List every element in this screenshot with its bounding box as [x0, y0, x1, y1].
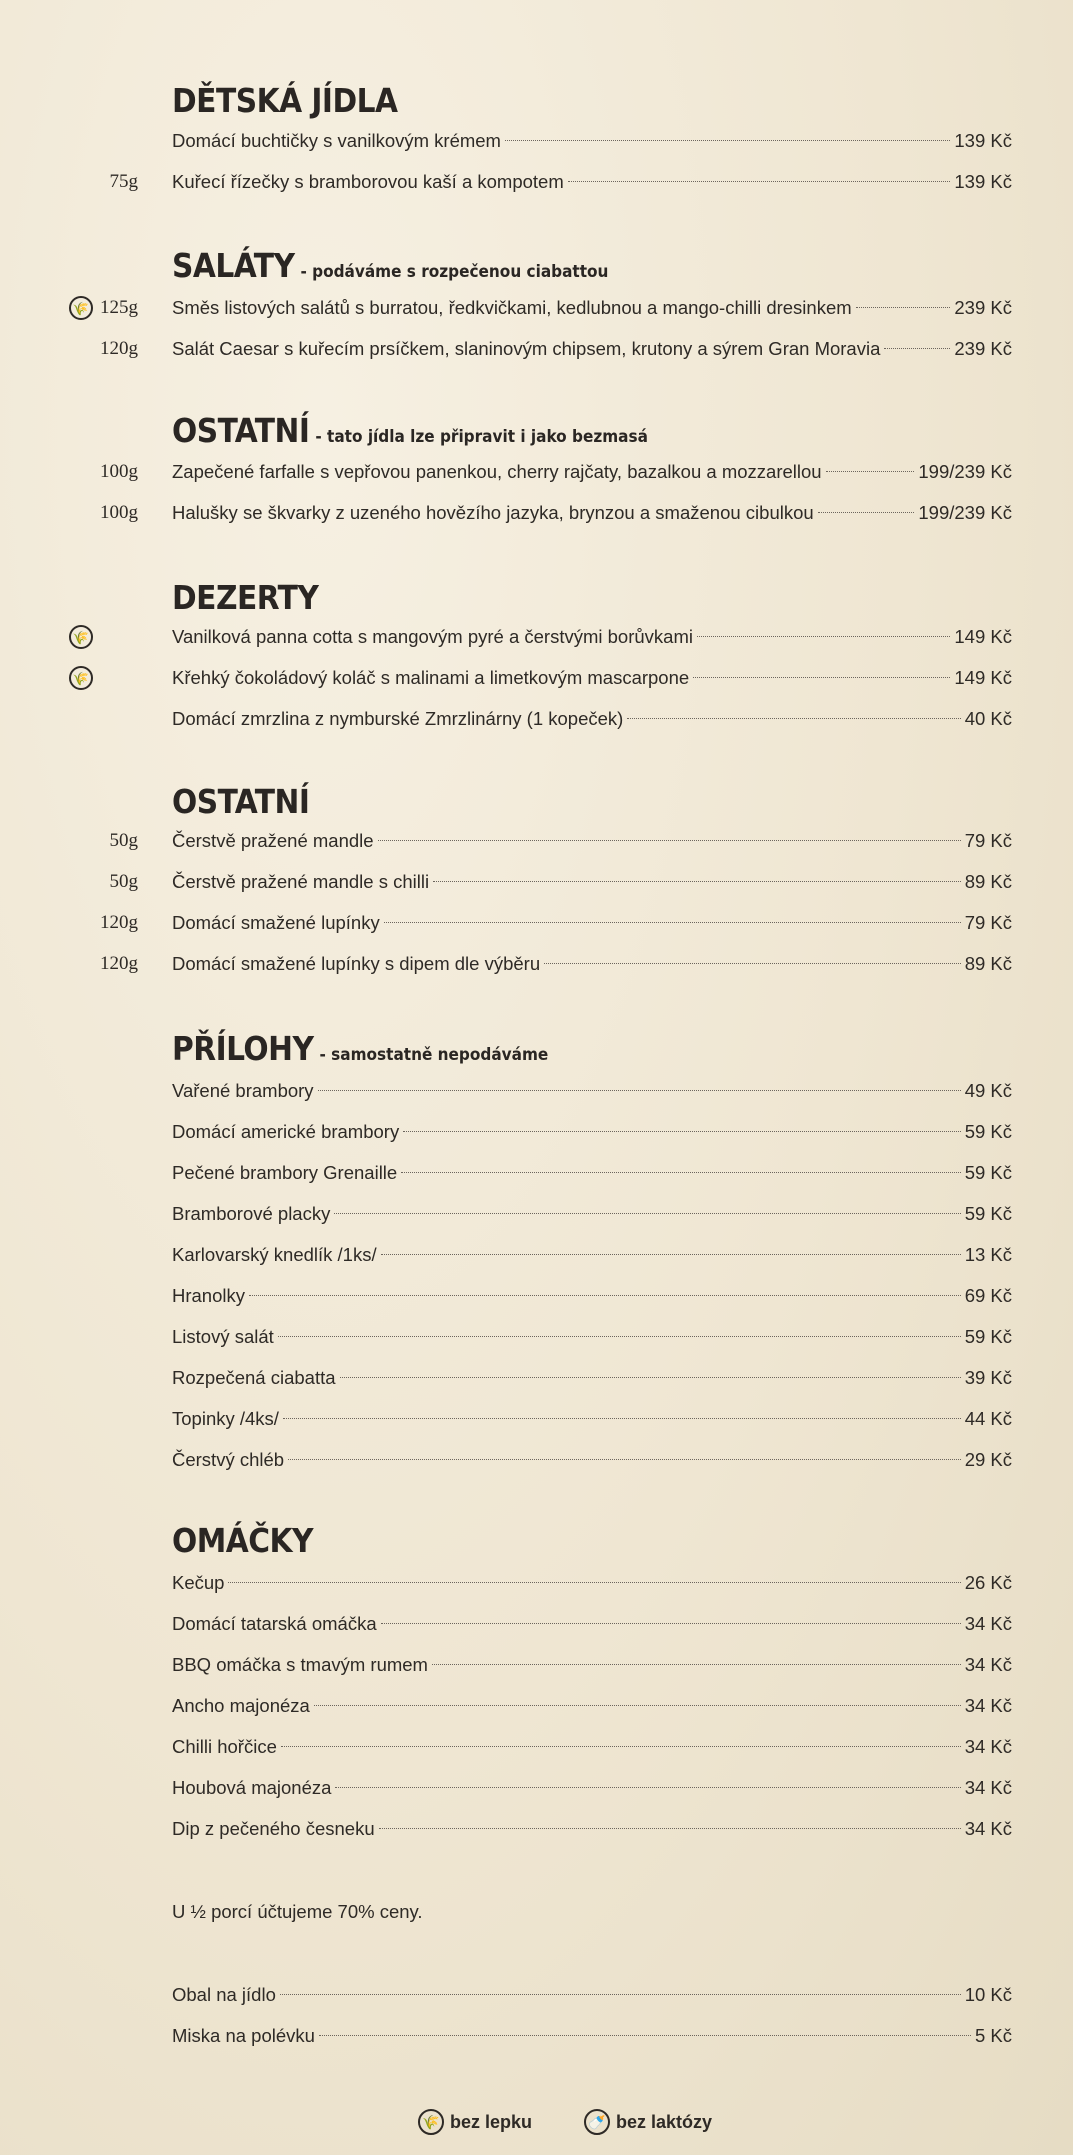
menu-item	[0, 1773, 1073, 1803]
dot-leader	[856, 307, 951, 308]
half-portion-note: U ½ porcí účtujeme 70% ceny.	[172, 1901, 423, 1922]
item-price: 10 Kč	[964, 1984, 1012, 2005]
menu-item	[0, 126, 1073, 156]
legend-label: bez lepku	[450, 2111, 533, 2132]
menu-item	[0, 1363, 1073, 1393]
item-name: Domácí smažené lupínky s dipem dle výběru	[172, 953, 541, 974]
item-name: Obal na jídlo	[172, 1984, 276, 2005]
item-name: Kečup	[172, 1572, 225, 1593]
item-price: 26 Kč	[964, 1572, 1012, 1593]
menu-item	[0, 457, 1073, 487]
item-name: Bramborové placky	[172, 1203, 331, 1224]
menu-item	[0, 908, 1073, 938]
dot-leader	[335, 1787, 960, 1788]
item-price: 34 Kč	[964, 1736, 1012, 1757]
legend-label: bez laktózy	[616, 2111, 713, 2132]
legend-item	[418, 2109, 532, 2135]
dot-leader	[432, 1664, 961, 1665]
item-weight: 50g	[109, 871, 138, 892]
dot-leader	[433, 881, 961, 882]
item-name: Zapečené farfalle s vepřovou panenkou, cherry rajčaty, bazalkou a mozzarellou	[172, 461, 822, 482]
dot-leader	[403, 1131, 960, 1132]
dot-leader	[401, 1172, 960, 1173]
item-price: 5 Kč	[974, 2025, 1012, 2046]
item-price: 59 Kč	[964, 1162, 1012, 1183]
menu-item	[0, 1650, 1073, 1680]
menu-item	[0, 167, 1073, 197]
gluten-free-icon: 🌾	[69, 666, 93, 690]
gluten-free-icon: 🌾	[69, 625, 93, 649]
item-weight: 75g	[109, 171, 138, 192]
item-price: 149 Kč	[954, 626, 1012, 647]
item-price: 89 Kč	[964, 871, 1012, 892]
dot-leader	[818, 512, 915, 513]
item-weight: 120g	[100, 953, 138, 974]
item-price: 79 Kč	[964, 830, 1012, 851]
item-price: 149 Kč	[954, 667, 1012, 688]
dot-leader	[280, 1994, 961, 1995]
item-name: Domácí buchtičky s vanilkovým krémem	[172, 130, 501, 151]
dot-leader	[288, 1459, 961, 1460]
item-price: 59 Kč	[964, 1121, 1012, 1142]
dot-leader	[283, 1418, 961, 1419]
section-title: SALÁTY - podáváme s rozpečenou ciabattou	[172, 246, 609, 285]
item-name: Čerstvý chléb	[172, 1449, 285, 1470]
menu-item	[0, 1691, 1073, 1721]
item-price: 40 Kč	[964, 708, 1012, 729]
item-weight: 120g	[100, 912, 138, 933]
item-weight: 120g	[100, 338, 138, 359]
item-weight: 100g	[100, 502, 138, 523]
item-price: 79 Kč	[964, 912, 1012, 933]
item-name: Ancho majonéza	[172, 1695, 310, 1716]
item-name: Hranolky	[172, 1285, 245, 1306]
item-name: Karlovarský knedlík /1ks/	[172, 1244, 377, 1265]
item-price: 34 Kč	[964, 1777, 1012, 1798]
packaging-item	[0, 1980, 1073, 2010]
menu-item	[0, 1404, 1073, 1434]
menu-item	[0, 1322, 1073, 1352]
dot-leader	[340, 1377, 961, 1378]
dot-leader	[627, 718, 960, 719]
menu-item	[0, 949, 1073, 979]
item-name: Čerstvě pražené mandle	[172, 830, 374, 851]
menu-item	[0, 1445, 1073, 1475]
menu-item	[0, 622, 1073, 652]
dot-leader	[384, 922, 961, 923]
item-price: 29 Kč	[964, 1449, 1012, 1470]
dot-leader	[319, 2035, 971, 2036]
dot-leader	[334, 1213, 960, 1214]
dot-leader	[544, 963, 961, 964]
item-name: Halušky se škvarky z uzeného hovězího jazyka, brynzou a smaženou cibulkou	[172, 502, 814, 523]
item-price: 239 Kč	[954, 338, 1012, 359]
item-name: Miska na polévku	[172, 2025, 315, 2046]
item-name: BBQ omáčka s tmavým rumem	[172, 1654, 428, 1675]
dot-leader	[693, 677, 950, 678]
dot-leader	[884, 348, 950, 349]
menu-item	[0, 1281, 1073, 1311]
item-weight: 100g	[100, 461, 138, 482]
item-price: 34 Kč	[964, 1654, 1012, 1675]
menu-item	[0, 663, 1073, 693]
item-price: 139 Kč	[954, 171, 1012, 192]
item-name: Směs listových salátů s burratou, ředkvičkami, kedlubnou a mango-chilli dresinkem	[172, 297, 852, 318]
item-price: 139 Kč	[954, 130, 1012, 151]
menu-item	[0, 1609, 1073, 1639]
section-title: OSTATNÍ - tato jídla lze připravit i jako bezmasá	[172, 411, 648, 450]
section-title: OSTATNÍ	[172, 782, 310, 821]
item-weight: 50g	[109, 830, 138, 851]
item-name: Kuřecí řízečky s bramborovou kaší a kompotem	[172, 171, 564, 192]
item-name: Houbová majonéza	[172, 1777, 332, 1798]
item-name: Salát Caesar s kuřecím prsíčkem, slaninovým chipsem, krutony a sýrem Gran Moravia	[172, 338, 881, 359]
dot-leader	[249, 1295, 961, 1296]
item-name: Topinky /4ks/	[172, 1408, 279, 1429]
dot-leader	[381, 1254, 961, 1255]
item-price: 13 Kč	[964, 1244, 1012, 1265]
menu-item	[0, 1158, 1073, 1188]
legend-item	[584, 2109, 712, 2135]
item-name: Vanilková panna cotta s mangovým pyré a čerstvými borůvkami	[172, 626, 693, 647]
dot-leader	[228, 1582, 960, 1583]
packaging-item	[0, 2021, 1073, 2051]
item-name: Listový salát	[172, 1326, 274, 1347]
item-price: 34 Kč	[964, 1695, 1012, 1716]
dot-leader	[697, 636, 950, 637]
section-title: DĚTSKÁ JÍDLA	[172, 81, 398, 120]
menu-item	[0, 1814, 1073, 1844]
dot-leader	[378, 840, 961, 841]
dot-leader	[568, 181, 951, 182]
dot-leader	[314, 1705, 961, 1706]
item-name: Domácí zmrzlina z nymburské Zmrzlinárny (1 kopeček)	[172, 708, 624, 729]
item-price: 59 Kč	[964, 1203, 1012, 1224]
menu-item	[0, 1240, 1073, 1270]
menu-item	[0, 1732, 1073, 1762]
item-name: Rozpečená ciabatta	[172, 1367, 336, 1388]
dot-leader	[318, 1090, 961, 1091]
dot-leader	[379, 1828, 961, 1829]
item-price: 34 Kč	[964, 1613, 1012, 1634]
item-price: 34 Kč	[964, 1818, 1012, 1839]
item-price: 39 Kč	[964, 1367, 1012, 1388]
item-name: Křehký čokoládový koláč s malinami a limetkovým mascarpone	[172, 667, 690, 688]
item-name: Vařené brambory	[172, 1080, 314, 1101]
item-name: Chilli hořčice	[172, 1736, 277, 1757]
item-price: 44 Kč	[964, 1408, 1012, 1429]
item-name: Domácí americké brambory	[172, 1121, 400, 1142]
item-price: 49 Kč	[964, 1080, 1012, 1101]
item-name: Čerstvě pražené mandle s chilli	[172, 871, 430, 892]
item-weight: 125g	[100, 297, 138, 318]
lactose-free-icon: 🍼	[584, 2109, 610, 2135]
item-name: Dip z pečeného česneku	[172, 1818, 375, 1839]
gluten-free-icon: 🌾	[69, 296, 93, 320]
menu-item	[0, 1199, 1073, 1229]
allergen-legend	[0, 2109, 1073, 2139]
menu-item	[0, 1117, 1073, 1147]
item-price: 199/239 Kč	[918, 461, 1012, 482]
section-title: DEZERTY	[172, 578, 319, 617]
menu-item	[0, 704, 1073, 734]
item-name: Pečené brambory Grenaille	[172, 1162, 398, 1183]
dot-leader	[505, 140, 950, 141]
menu-item	[0, 1076, 1073, 1106]
item-price: 59 Kč	[964, 1326, 1012, 1347]
section-title: PŘÍLOHY - samostatně nepodáváme	[172, 1029, 549, 1068]
item-name: Domácí smažené lupínky	[172, 912, 380, 933]
menu-item	[0, 826, 1073, 856]
item-price: 69 Kč	[964, 1285, 1012, 1306]
dot-leader	[381, 1623, 961, 1624]
dot-leader	[281, 1746, 961, 1747]
item-price: 239 Kč	[954, 297, 1012, 318]
gluten-free-icon: 🌾	[418, 2109, 444, 2135]
item-price: 89 Kč	[964, 953, 1012, 974]
item-name: Domácí tatarská omáčka	[172, 1613, 377, 1634]
menu-item	[0, 293, 1073, 323]
dot-leader	[278, 1336, 961, 1337]
menu-item	[0, 867, 1073, 897]
menu-item	[0, 334, 1073, 364]
menu-item	[0, 498, 1073, 528]
item-price: 199/239 Kč	[918, 502, 1012, 523]
menu-item	[0, 1568, 1073, 1598]
section-title: OMÁČKY	[172, 1521, 314, 1560]
dot-leader	[826, 471, 915, 472]
